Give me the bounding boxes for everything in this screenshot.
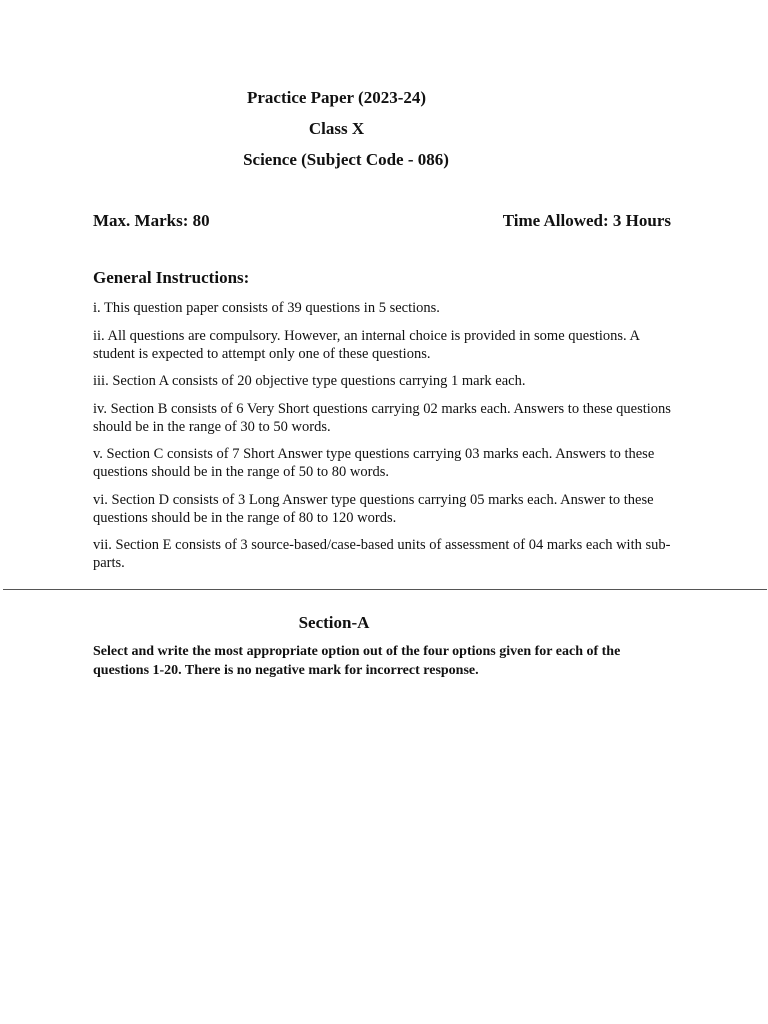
- instruction-item: iii. Section A consists of 20 objective type questions carrying 1 mark each.: [93, 373, 526, 389]
- instruction-item: iv. Section B consists of 6 Very Short questions carrying 02 marks each. Answers to these questions should be in the range of 30 to 50 words.: [93, 400, 671, 435]
- max-marks: Max. Marks: 80: [93, 211, 210, 230]
- paper-title: Practice Paper (2023-24): [246, 88, 427, 107]
- marks-row: [93, 211, 671, 231]
- time-allowed: Time Allowed: 3 Hours: [502, 211, 671, 230]
- subject-label: Science (Subject Code - 086): [243, 150, 449, 169]
- instructions-list: [93, 299, 673, 582]
- general-instructions-heading: General Instructions:: [93, 268, 250, 287]
- instruction-item: vii. Section E consists of 3 source-based/case-based units of assessment of 04 marks each with sub-parts.: [93, 537, 671, 571]
- divider: [3, 589, 767, 590]
- instruction-item: ii. All questions are compulsory. However, an internal choice is provided in some questions. A student is expected to attempt only one of these questions.: [93, 327, 640, 362]
- class-label: Class X: [308, 119, 365, 138]
- section-a-title: Section-A: [298, 613, 370, 632]
- instruction-item: v. Section C consists of 7 Short Answer type questions carrying 03 marks each. Answers to these questions should be in the range of 50 to 80 words.: [93, 446, 655, 480]
- section-a-instruction: Select and write the most appropriate option out of the four options given for each of the questions 1-20. There is no negative mark for incorrect response.: [93, 644, 621, 678]
- instruction-item: vi. Section D consists of 3 Long Answer type questions carrying 05 marks each. Answer to these questions should be in the range of 80 to 120 words.: [93, 491, 654, 526]
- instruction-item: i. This question paper consists of 39 questions in 5 sections.: [93, 300, 440, 316]
